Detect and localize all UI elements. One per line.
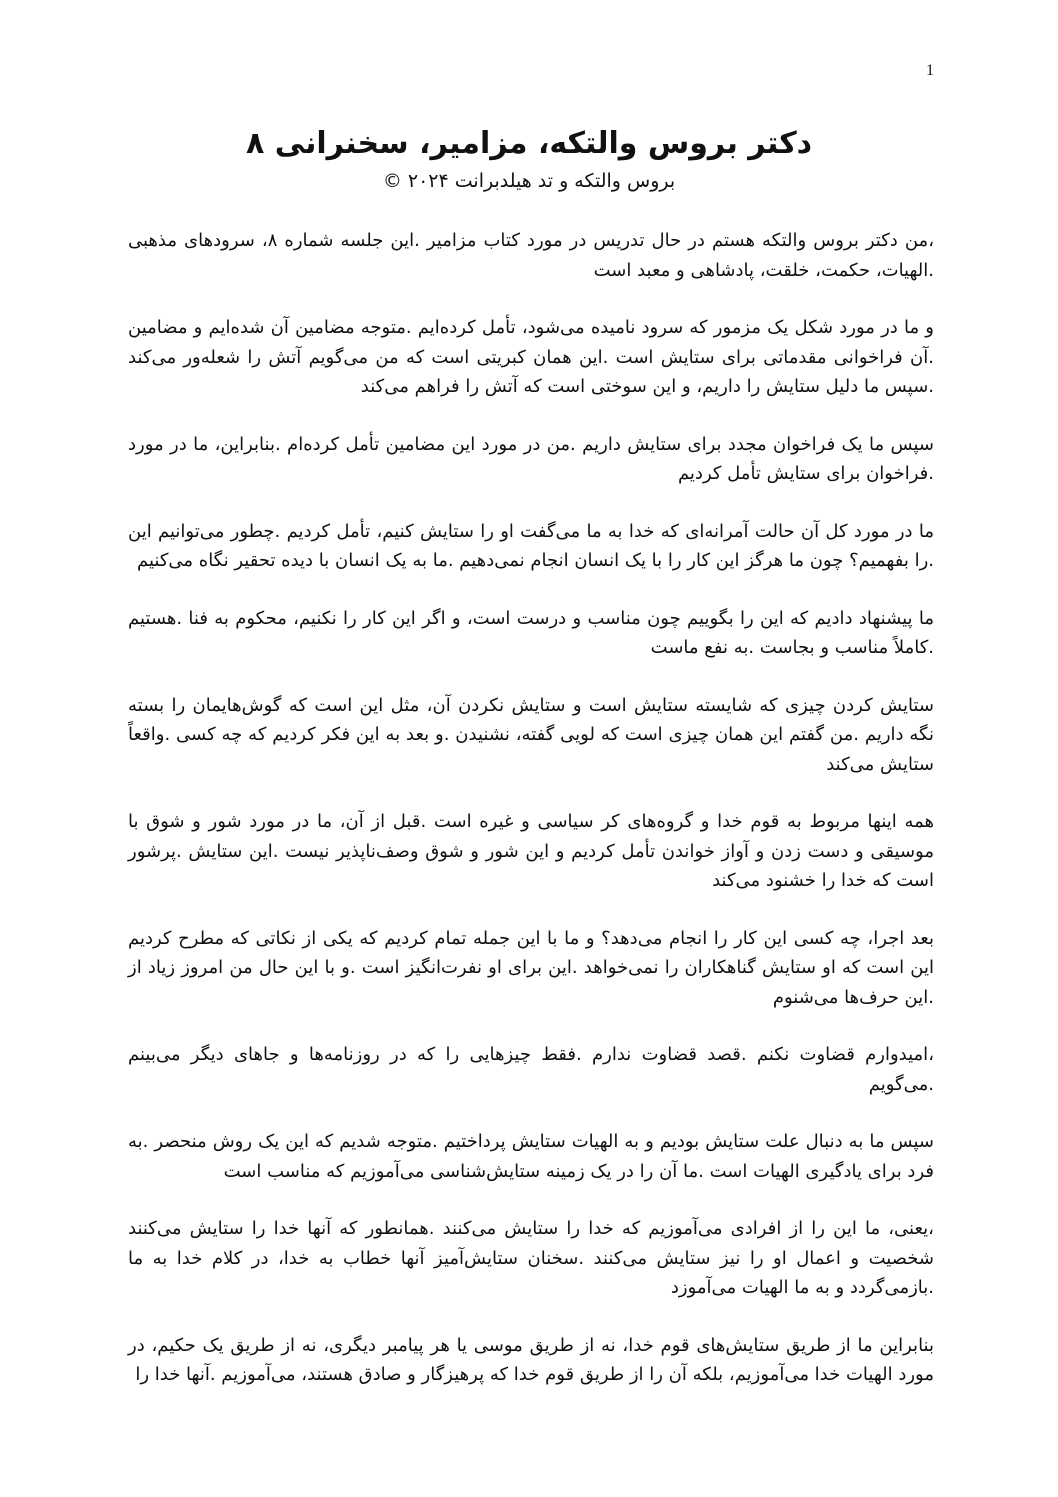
- paragraph-8: بعد اجرا، چه کسی این کار را انجام می‌دهد؟ و ما با این جمله تمام کردیم که یکی از نکاتی که مطرح کردیم این است که او ستایش گناهکاران را نمی‌خواهد .این برای او نفرت‌انگیز است .و با این حال من امروز زیاد از .این حرف‌ها می‌شنوم: [128, 927, 934, 1008]
- paragraph-3: سپس ما یک فراخوان مجدد برای ستایش داریم .من در مورد این مضامین تأمل کرده‌ام .بنابراین، ما در مورد .فراخوان برای ستایش تأمل کردیم: [128, 433, 934, 484]
- paragraph-2: و ما در مورد شکل یک مزمور که سرود نامیده می‌شود، تأمل کرده‌ایم .متوجه مضامین آن شده‌ایم و مضامین .آن فراخوانی مقدماتی برای ستایش است .این همان کبریتی است که من می‌گویم آتش را شعله‌ور می‌کند .سپس ما دلیل ستایش را داریم، و این سوختی است که آتش را فراهم می‌کند: [128, 317, 934, 397]
- title-block: [100, 122, 958, 196]
- document-title: دکتر بروس والتکه، مزامیر، سخنرانی ۸: [245, 126, 813, 161]
- paragraph-12: بنابراین ما از طریق ستایش‌های قوم خدا، نه از طریق موسی یا هر پیامبر دیگری، نه از طریق یک حکیم، در مورد الهیات خدا می‌آموزیم، بلکه آن را از طریق قوم خدا که پرهیزگار و صادق هستند، می‌آموزیم .آنها خدا را: [128, 1334, 934, 1385]
- paragraph-7: همه اینها مربوط به قوم خدا و گروه‌های کر سیاسی و غیره است .قبل از آن، ما در مورد شور و شوق با موسیقی و دست زدن و آواز خواندن تأمل کردیم و این شور و شوق وصف‌ناپذیر نیست .این ستایش .پرشور است که خدا را خشنود می‌کند: [128, 811, 934, 891]
- document-subtitle: بروس والتکه و تد هیلدبرانت ۲۰۲۴ ©: [382, 170, 676, 192]
- paragraph-10: سپس ما به دنبال علت ستایش بودیم و به الهیات ستایش پرداختیم .متوجه شدیم که این یک روش منحصر .به فرد برای یادگیری الهیات است .ما آن را در یک زمینه ستایش‌شناسی می‌آموزیم که مناسب است: [128, 1131, 934, 1182]
- paragraph-6: ستایش کردن چیزی که شایسته ستایش است و ستایش نکردن آن، مثل این است که گوش‌هایمان را بسته نگه داریم .من گفتم این همان چیزی است که لویی گفته، نشنیدن .و بعد به این فکر کردیم که چه کسی .واقعاً ستایش می‌کند: [128, 694, 934, 775]
- document-body: [128, 226, 934, 1418]
- paragraph-5: ما پیشنهاد دادیم که این را بگوییم چون مناسب و درست است، و اگر این کار را نکنیم، محکوم به فنا .هستیم .کاملاً مناسب و بجاست .به نفع ماست: [128, 607, 934, 658]
- paragraph-4: ما در مورد کل آن حالت آمرانه‌ای که خدا به ما می‌گفت او را ستایش کنیم، تأمل کردیم .چطور می‌توانیم این .را بفهمیم؟ چون ما هرگز این کار را با یک انسان انجام نمی‌دهیم .ما به یک انسان با دیده تحقیر نگاه می‌کنیم: [128, 520, 934, 571]
- paragraph-9: ،امیدوارم قضاوت نکنم .قصد قضاوت ندارم .فقط چیزهایی را که در روزنامه‌ها و جاهای دیگر می‌بینم .می‌گویم: [128, 1044, 934, 1095]
- page-number: 1: [926, 62, 934, 79]
- paragraph-11: ،یعنی، ما این را از افرادی می‌آموزیم که خدا را ستایش می‌کنند .همانطور که آنها خدا را ستایش می‌کنند شخصیت و اعمال او را نیز ستایش می‌کنند .سخنان ستایش‌آمیز آنها خطاب به خدا، در کلام خدا به ما .بازمی‌گردد و به ما الهیات می‌آموزد: [128, 1218, 934, 1298]
- paragraph-1: ،من دکتر بروس والتکه هستم در حال تدریس در مورد کتاب مزامیر .این جلسه شماره ۸، سرودهای مذهبی .الهیات، حکمت، خلقت، پادشاهی و معبد است: [128, 230, 935, 281]
